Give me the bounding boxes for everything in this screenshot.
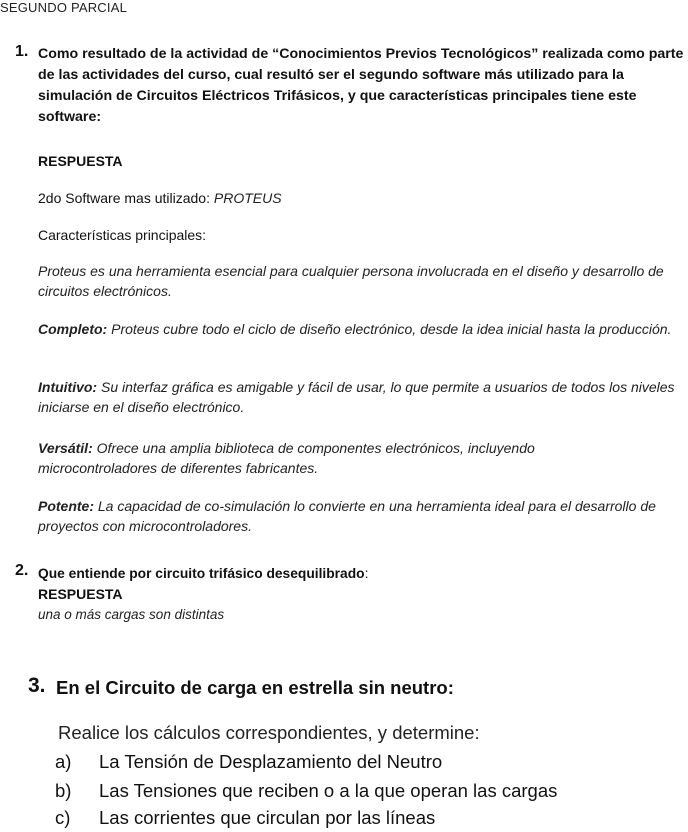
item-letter: c) <box>55 807 71 828</box>
feature-term: Potente: <box>38 498 94 514</box>
features-label: Características principales: <box>38 227 207 243</box>
software-label: 2do Software mas utilizado: <box>38 190 214 206</box>
feature-text: Su interfaz gráfica es amigable y fácil de usar, lo que permite a usuarios de todos los niveles iniciarse en el diseño electrónico. <box>38 379 675 415</box>
item-letter: a) <box>55 751 72 772</box>
software-line <box>38 188 282 208</box>
feature-completo <box>38 319 678 339</box>
item-text: Las corrientes que circulan por las líneas <box>99 807 436 828</box>
question-3-title: En el Circuito de carga en estrella sin neutro: <box>56 677 454 698</box>
question-2-text: Que entiende por circuito trifásico desequilibrado <box>38 566 365 581</box>
question-1-answer-label: RESPUESTA <box>38 153 123 169</box>
page-header: SEGUNDO PARCIAL <box>0 0 128 15</box>
question-1-text: Como resultado de la actividad de “Conocimientos Previos Tecnológicos” realizada como parte de las actividades del curso, cual resultó ser el segundo software más utilizado para la simulación de Circuitos Eléctricos Trifásicos, y que características principales tiene este software: <box>38 46 684 125</box>
question-2-suffix: : <box>364 565 369 581</box>
feature-text: Ofrece una amplia biblioteca de componentes electrónicos, incluyendo microcontroladores de diferentes fabricantes. <box>38 440 535 476</box>
question-3-item-b <box>55 780 557 802</box>
question-3-item-a <box>55 751 442 773</box>
item-letter: b) <box>55 780 72 801</box>
question-2-number: 2. <box>15 562 29 579</box>
question-1-number: 1. <box>15 43 29 60</box>
feature-term: Intuitivo: <box>38 379 98 395</box>
feature-term: Versátil: <box>38 440 93 456</box>
question-3-instruction: Realice los cálculos correspondientes, y determine: <box>58 722 480 743</box>
item-text: Las Tensiones que reciben o a la que operan las cargas <box>99 780 558 801</box>
feature-term: Completo: <box>38 321 108 337</box>
question-2-answer-label: RESPUESTA <box>38 586 123 602</box>
question-1 <box>38 44 688 128</box>
software-name: PROTEUS <box>213 190 282 206</box>
feature-versatil <box>38 438 638 478</box>
feature-text: La capacidad de co-simulación lo convierte en una herramienta ideal para el desarrollo de proyectos con microcontroladores. <box>38 498 656 534</box>
feature-potente <box>38 496 678 536</box>
question-3-number: 3. <box>28 674 46 697</box>
question-2-answer: una o más cargas son distintas <box>38 607 225 622</box>
item-text: La Tensión de Desplazamiento del Neutro <box>99 751 443 772</box>
feature-intuitivo <box>38 377 683 417</box>
features-intro: Proteus es una herramienta esencial para cualquier persona involucrada en el diseño y desarrollo de circuitos electrónicos. <box>38 263 664 299</box>
question-3-item-c <box>55 807 435 829</box>
feature-text: Proteus cubre todo el ciclo de diseño electrónico, desde la idea inicial hasta la producción. <box>107 321 672 337</box>
question-2 <box>38 563 368 584</box>
